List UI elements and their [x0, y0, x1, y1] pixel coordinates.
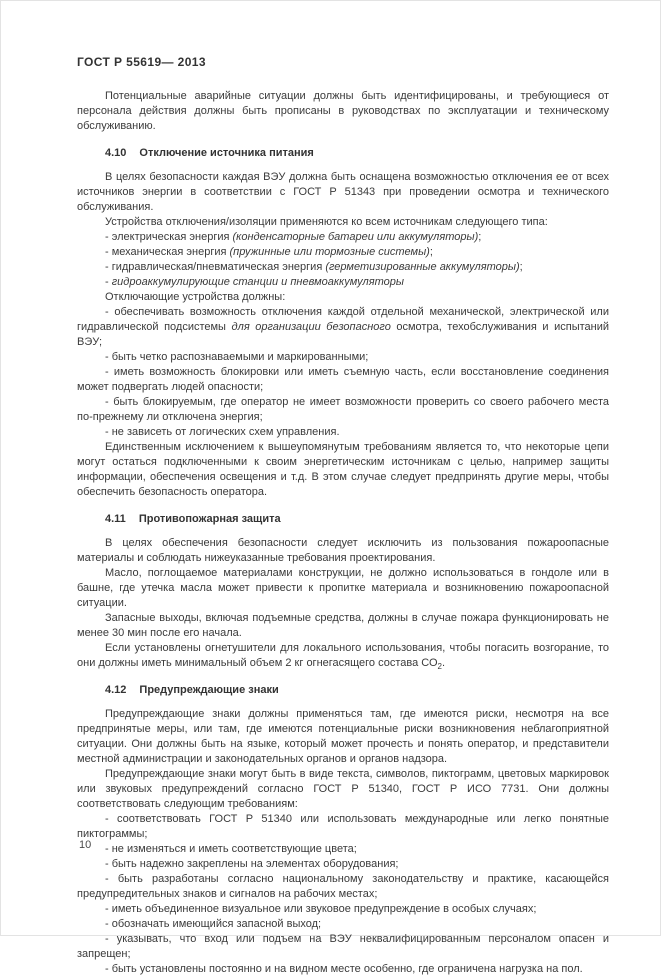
- paragraph: В целях обеспечения безопасности следует исключить из пользования пожароопасные материалы и соблюдать нижеуказанные требования проектирования.: [77, 537, 609, 564]
- list-item: - иметь объединенное визуальное или звуковое предупреждение в особых случаях;: [105, 903, 537, 915]
- list-item: - иметь возможность блокировки или иметь съемную часть, если восстановление соединения может подвергать людей опасности;: [77, 366, 609, 393]
- list-item: - не зависеть от логических схем управления.: [105, 426, 340, 438]
- list-item: - быть установлены постоянно и на видном месте особенно, где ограничена нагрузка на пол.: [105, 963, 583, 975]
- list-item: - не изменяться и иметь соответствующие цвета;: [105, 843, 357, 855]
- list-item: - быть надежно закреплены на элементах оборудования;: [105, 858, 399, 870]
- paragraph: Единственным исключением к вышеупомянутым требованиям является то, что некоторые цепи могут остаться подключенными к своим энергетическим источникам с целью, например защиты информации, обеспечения освещения и т.д. В этом случае следует предпринять другие меры, чтобы обеспечить безопасность оператора.: [77, 441, 609, 498]
- list-item: - быть четко распознаваемыми и маркированными;: [105, 351, 369, 363]
- document-body: [77, 89, 609, 977]
- paragraph: Предупреждающие знаки могут быть в виде текста, символов, пиктограмм, цветовых маркировок или звуковых предупреждений согласно ГОСТ Р 51340, ГОСТ Р ИСО 7731. Они должны соответствовать следующим требованиям:: [77, 768, 609, 810]
- paragraph: Если установлены огнетушители для локального использования, чтобы погасить возгорание, то они должны иметь минимальный объем 2 кг огнегасящего состава $СО_2$.: [77, 642, 609, 672]
- list-item: - механическая энергия (пружинные или тормозные системы);: [105, 246, 433, 258]
- list-item: - обозначать имеющийся запасной выход;: [105, 918, 322, 930]
- heading: 4.11 Противопожарная защита: [105, 513, 281, 525]
- paragraph: Отключающие устройства должны:: [105, 291, 286, 303]
- heading: 4.10 Отключение источника питания: [105, 147, 314, 159]
- list-item: - гидроаккумулирующие станции и пневмоаккумуляторы: [105, 276, 404, 288]
- text-column: [77, 55, 609, 977]
- paragraph: В целях безопасности каждая ВЭУ должна быть оснащена возможностью отключения ее от всех источников энергии в соответствии с ГОСТ Р 51343 при проведении осмотра и технического обслуживания.: [77, 171, 609, 213]
- list-item: - быть разработаны согласно национальному законодательству и практике, касающейся предупредительных знаков и сигналов на рабочих местах;: [77, 873, 609, 900]
- page-number: 10: [79, 839, 92, 851]
- heading: 4.12 Предупреждающие знаки: [105, 684, 279, 696]
- paragraph: Устройства отключения/изоляции применяются ко всем источникам следующего типа:: [105, 216, 548, 228]
- list-item: - соответствовать ГОСТ Р 51340 или использовать международные или легко понятные пиктограммы;: [77, 813, 609, 840]
- paragraph: Масло, поглощаемое материалами конструкции, не должно использоваться в гондоле или в башне, где утечка масла может привести к пропитке материала и возникновению пожароопасной ситуации.: [77, 567, 609, 609]
- document-header-standard-number: ГОСТ Р 55619— 2013: [77, 55, 206, 69]
- paragraph: Предупреждающие знаки должны применяться там, где имеются риски, несмотря на все предпринятые меры, или там, где имеются потенциальные риски возникновения неблагоприятной ситуации. Они должны быть на языке, который может прочесть и понять оператор, и представители местной администрации и законодательных органов и органов надзора.: [77, 708, 609, 765]
- paragraph: Запасные выходы, включая подъемные средства, должны в случае пожара функционировать не менее 30 мин после его начала.: [77, 612, 609, 639]
- list-item: - указывать, что вход или подъем на ВЭУ неквалифицированным персоналом опасен и запрещен;: [77, 933, 609, 960]
- paragraph: Потенциальные аварийные ситуации должны быть идентифицированы, и требующиеся от персонала действия должны быть прописаны в руководствах по эксплуатации и техническому обслуживанию.: [77, 90, 609, 132]
- list-item: - гидравлическая/пневматическая энергия (герметизированные аккумуляторы);: [105, 261, 523, 273]
- list-item: - обеспечивать возможность отключения каждой отдельной механической, электрической или гидравлической подсистемы для организации безопасного осмотра, техобслуживания и испытаний ВЭУ;: [77, 306, 609, 348]
- list-item: - электрическая энергия (конденсаторные батареи или аккумуляторы);: [105, 231, 482, 243]
- list-item: - быть блокируемым, где оператор не имеет возможности проверить со своего рабочего места по-прежнему ли отключена энергия;: [77, 396, 609, 423]
